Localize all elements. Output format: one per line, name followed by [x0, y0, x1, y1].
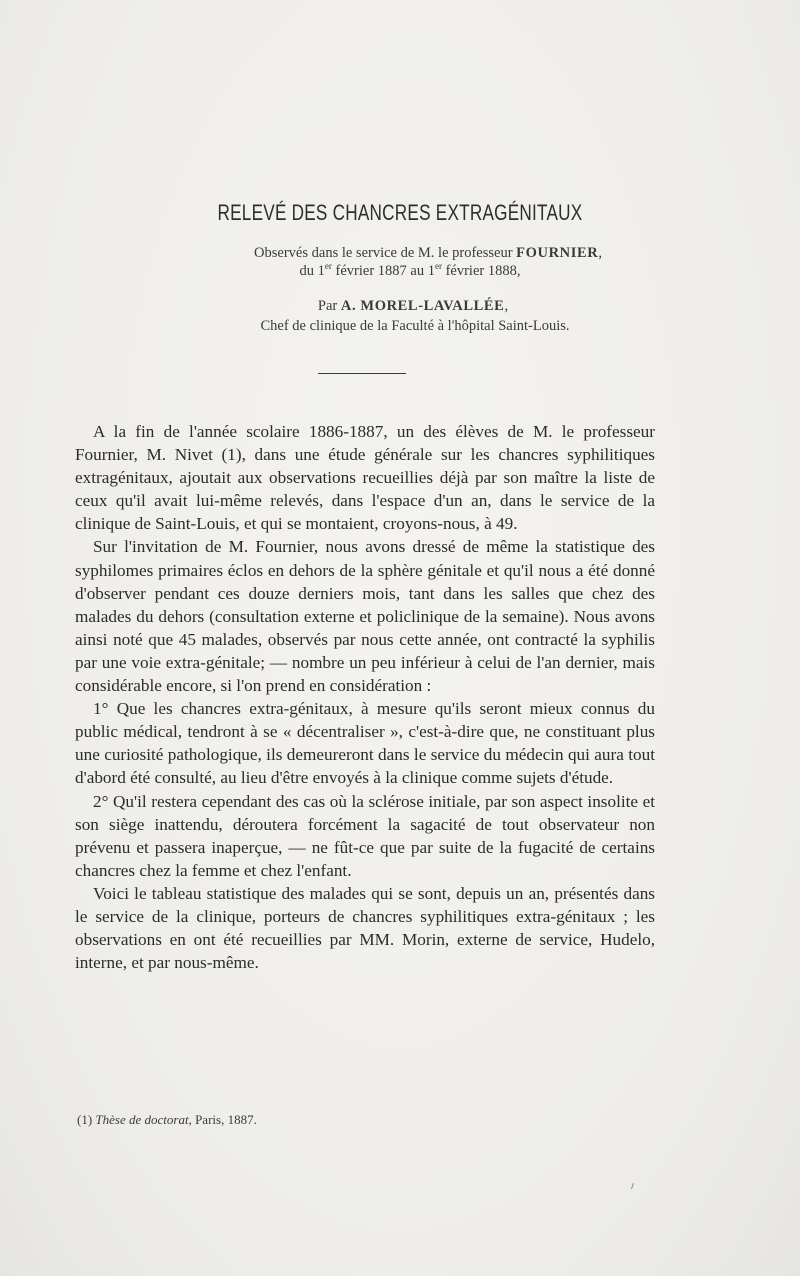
date-mid-text: février 1887 au 1 [331, 263, 435, 279]
paper-speck [631, 1183, 634, 1189]
footnote-marker: (1) [77, 1112, 96, 1127]
subtitle-observes [0, 245, 800, 262]
date-end-text: février 1888, [441, 263, 521, 279]
date-start-text: du 1 [299, 263, 325, 279]
title-divider [318, 373, 406, 374]
footnote-rest: , Paris, 1887. [188, 1112, 257, 1127]
subtitle-observes-text: Observés dans le service de M. le professeur [254, 245, 517, 261]
date-end-sup: er [434, 261, 442, 272]
subtitle-affiliation: Chef de clinique de la Faculté à l'hôpital Saint-Louis. [260, 318, 570, 334]
date-start-sup: er [324, 261, 332, 272]
article-body [75, 420, 655, 974]
footnote-title: Thèse de doctorat [95, 1112, 189, 1127]
paragraph: 1° Que les chancres extra-génitaux, à mesure qu'ils seront mieux connus du public médical, tendront à se « décentraliser », c'est-à-dire que, ne constituant plus une curiosité pathologique, ils demeureront dans le service du médecin qui aura tout d'abord été consulté, au lieu d'être envoyés à la clinique comme sujets d'étude. [75, 699, 655, 788]
author-punct: , [504, 298, 509, 314]
paragraph: 2° Qu'il restera cependant des cas où la sclérose initiale, par son aspect insolite et son siège inattendu, déroutera forcément la sagacité de tout observateur non prévenu et passera inaperçue, — ne fût-ce que par suite de la fugacité de certains chancres chez la femme et chez l'enfant. [75, 791, 655, 880]
paragraph: Sur l'invitation de M. Fournier, nous avons dressé de même la statistique des syphilomes primaires éclos en dehors de la sphère génitale et qu'il nous a été donné d'observer pendant ces douze derniers mois, tant dans les salles que chez des malades du dehors (consultation externe et policlinique de la semaine). Nous avons ainsi noté que 45 malades, observés par nous cette année, ont contracté la syphilis par une voie extra-génitale; — nombre un peu inférieur à celui de l'an dernier, mais considérable encore, si l'on prend en considération : [75, 537, 655, 696]
paragraph: A la fin de l'année scolaire 1886-1887, un des élèves de M. le professeur Fournier, M. Nivet (1), dans une étude générale sur les chancres syphilitiques extragénitaux, ajoutait aux observations recueillies déjà par son maître la liste de ceux qu'il avait lui-même relevés, dans l'espace d'un an, dans le service de la clinique de Saint-Louis, et qui se montaient, croyons-nous, à 49. [75, 422, 655, 534]
article-title: RELEVÉ DES CHANCRES EXTRAGÉNITAUX [217, 200, 583, 225]
author-name: A. MOREL-LAVALLÉE [340, 298, 505, 314]
subtitle-observes-punct: , [598, 245, 602, 261]
subtitle-author [0, 298, 800, 315]
footnote [77, 1112, 257, 1128]
subtitle-dates [0, 263, 800, 280]
author-prefix: Par [317, 298, 341, 314]
professor-name: FOURNIER [516, 245, 599, 261]
paragraph: Voici le tableau statistique des malades qui se sont, depuis un an, présentés dans le service de la clinique, porteurs de chancres syphilitiques extra-génitaux ; les observations en ont été recueillies par MM. Morin, externe de service, Hudelo, interne, et par nous-même. [75, 883, 655, 973]
